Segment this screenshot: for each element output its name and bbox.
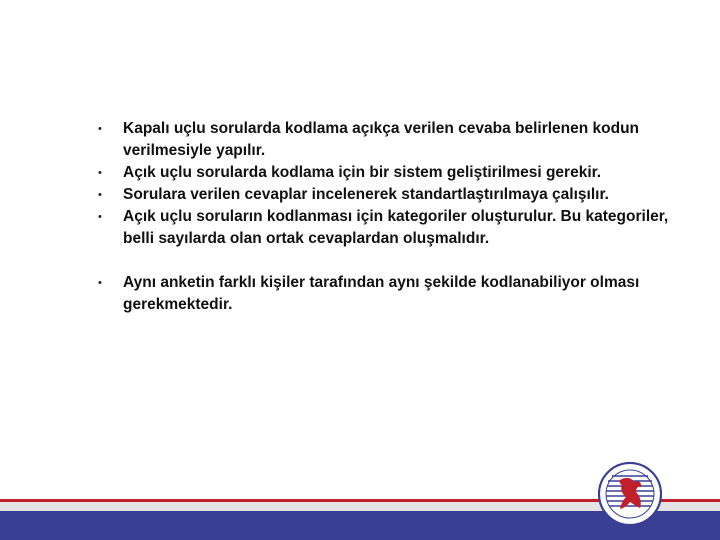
bullet-item <box>88 184 678 206</box>
bullet-text: Aynı anketin farklı kişiler tarafından aynı şekilde kodlanabiliyor olması gerekmektedir. <box>123 274 640 313</box>
bullet-text: Açık uçlu soruların kodlanması için kategoriler oluşturulur. Bu kategoriler, belli sayılarda olan ortak cevaplardan oluşmalıdır. <box>123 208 669 247</box>
bullet-dot: • <box>98 211 102 223</box>
bullet-item <box>88 162 678 184</box>
bullet-dot: • <box>98 277 102 289</box>
bullet-item <box>88 272 678 316</box>
bullet-text: Kapalı uçlu sorularda kodlama açıkça verilen cevaba belirlenen kodun verilmesiyle yapılır. <box>123 120 640 159</box>
bullet-item <box>88 118 678 162</box>
bullet-dot: • <box>98 167 102 179</box>
bullet-item <box>88 206 678 250</box>
bullet-dot: • <box>98 123 102 135</box>
bullet-dot: • <box>98 189 102 201</box>
bullet-text: Sorulara verilen cevaplar incelenerek standartlaştırılmaya çalışılır. <box>123 186 609 203</box>
bullet-list <box>88 118 678 316</box>
bullet-text: Açık uçlu sorularda kodlama için bir sistem geliştirilmesi gerekir. <box>123 164 602 181</box>
university-seal-logo <box>598 462 662 526</box>
